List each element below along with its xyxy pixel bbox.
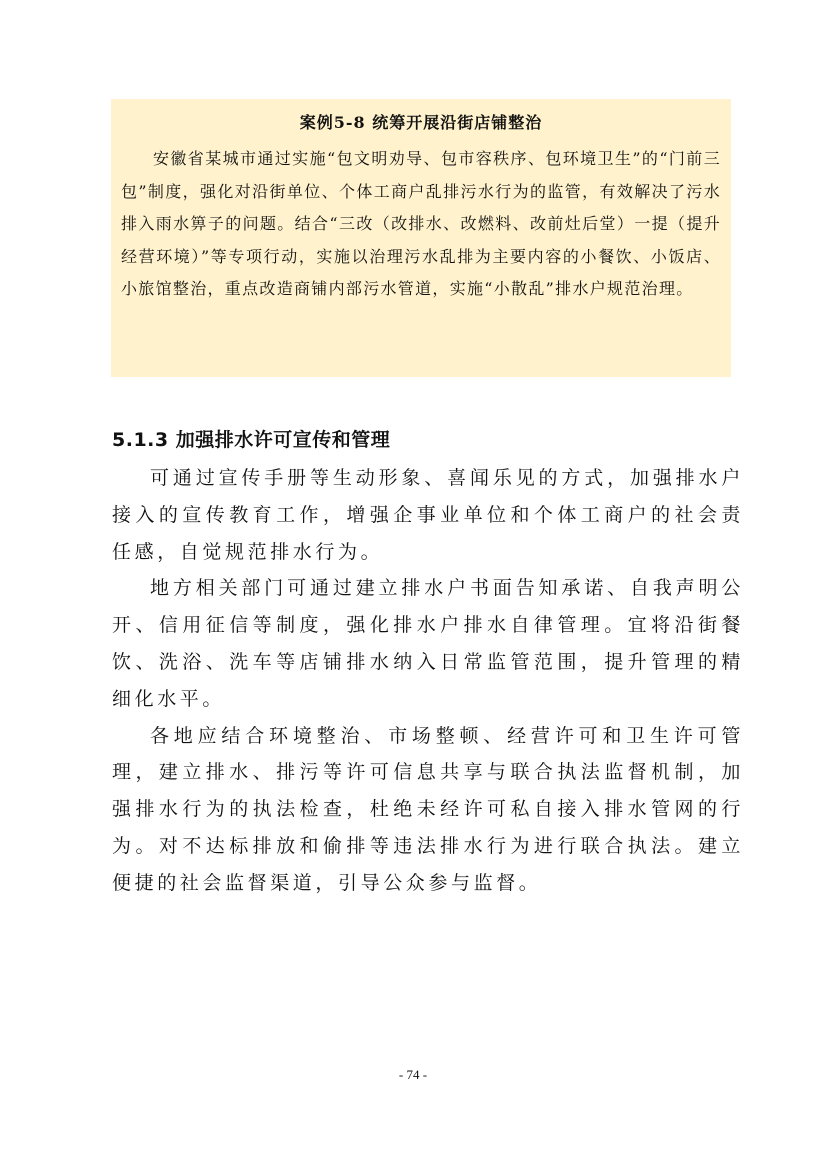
section-paragraph-2: 地方相关部门可通过建立排水户书面告知承诺、自我声明公开、信用征信等制度，强化排水户排水自律管理。宜将沿街餐饮、洗浴、洗车等店铺排水纳入日常监管范围，提升管理的精细化水平。	[112, 577, 744, 710]
page-number: - 74 -	[398, 1067, 428, 1082]
section-body	[112, 460, 744, 902]
section-paragraph-3: 各地应结合环境整治、市场整顿、经营许可和卫生许可管理，建立排水、排污等许可信息共享与联合执法监督机制，加强排水行为的执法检查，杜绝未经许可私自接入排水管网的行为。对不达标排放和偷排等违法排水行为进行联合执法。建立便捷的社会监督渠道，引导公众参与监督。	[112, 724, 744, 894]
case-study-body: 安徽省某城市通过实施“包文明劝导、包市容秩序、包环境卫生”的“门前三包”制度，强化对沿街单位、个体工商户乱排污水行为的监管，有效解决了污水排入雨水箅子的问题。结合“三改（改排水、改燃料、改前灶后堂）一提（提升经营环境）”等专项行动，实施以治理污水乱排为主要内容的小餐饮、小饭店、小旅馆整治，重点改造商铺内部污水管道，实施“小散乱”排水户规范治理。	[121, 149, 721, 298]
section-heading: 5.1.3 加强排水许可宣传和管理	[112, 429, 391, 451]
section-paragraph-1: 可通过宣传手册等生动形象、喜闻乐见的方式，加强排水户接入的宣传教育工作，增强企事业单位和个体工商户的社会责任感，自觉规范排水行为。	[112, 467, 744, 563]
case-study-title: 案例5-8 统筹开展沿街店铺整治	[299, 113, 543, 132]
case-study-box	[111, 99, 731, 377]
